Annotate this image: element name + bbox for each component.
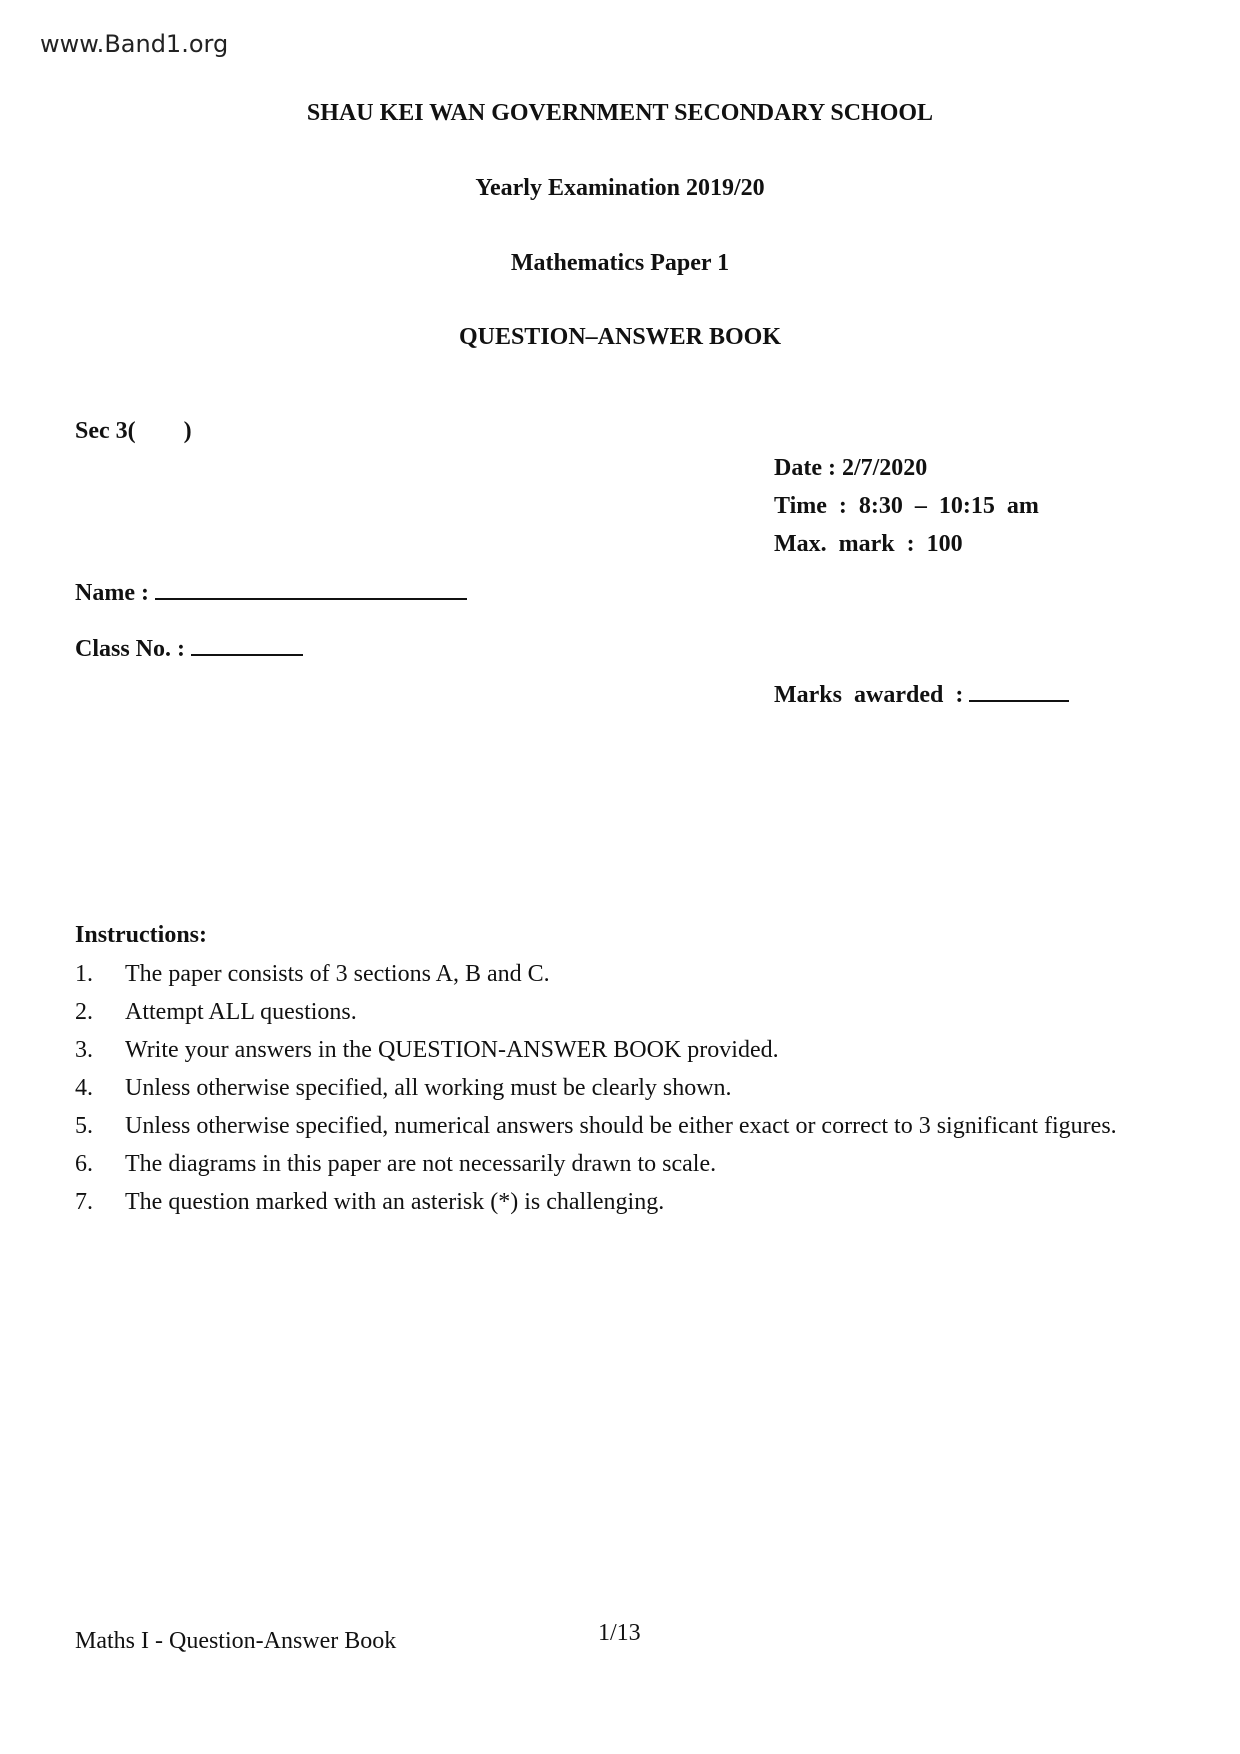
school-name: SHAU KEI WAN GOVERNMENT SECONDARY SCHOOL: [306, 100, 934, 126]
instructions-heading: Instructions:: [75, 922, 208, 948]
instruction-text: The question marked with an asterisk (*) is challenging.: [125, 1188, 665, 1215]
name-blank[interactable]: [155, 578, 467, 600]
instruction-text: Unless otherwise specified, numerical answers should be either exact or correct to 3 significant figures.: [125, 1112, 1117, 1139]
instruction-item: [75, 1145, 1117, 1183]
instruction-item: [75, 1107, 1117, 1145]
instruction-text: The diagrams in this paper are not necessarily drawn to scale.: [125, 1150, 717, 1177]
name-label: Name :: [75, 580, 149, 606]
instructions-list: [75, 955, 1117, 1221]
instruction-number: 2.: [75, 998, 93, 1025]
instruction-item: [75, 1183, 1117, 1221]
instruction-number: 7.: [75, 1188, 93, 1215]
max-mark-label: Max. mark : 100: [774, 531, 963, 557]
class-no-blank[interactable]: [191, 634, 303, 656]
instruction-number: 3.: [75, 1036, 93, 1063]
sec-field: [75, 418, 192, 445]
exam-title: Yearly Examination 2019/20: [475, 175, 765, 201]
time-label: Time : 8:30 – 10:15 am: [774, 493, 1039, 519]
instruction-number: 6.: [75, 1150, 93, 1177]
instruction-item: [75, 993, 1117, 1031]
watermark: www.Band1.org: [40, 30, 229, 58]
date-label: Date : 2/7/2020: [774, 455, 928, 481]
class-no-field: [75, 634, 303, 663]
class-no-label: Class No. :: [75, 636, 186, 662]
instructions: [75, 922, 1117, 1221]
instruction-number: 4.: [75, 1074, 93, 1101]
page-number: 1/13: [598, 1620, 641, 1646]
instruction-number: 5.: [75, 1112, 93, 1139]
sec-close: ): [183, 418, 192, 444]
book-title: QUESTION–ANSWER BOOK: [458, 324, 782, 350]
paper-title: Mathematics Paper 1: [510, 250, 730, 276]
marks-awarded-blank[interactable]: [969, 680, 1069, 702]
instruction-text: The paper consists of 3 sections A, B and C.: [125, 960, 550, 987]
instruction-text: Unless otherwise specified, all working must be clearly shown.: [125, 1074, 732, 1101]
sec-label: Sec 3(: [75, 418, 136, 444]
instruction-item: [75, 955, 1117, 993]
instruction-text: Attempt ALL questions.: [125, 998, 357, 1025]
instruction-number: 1.: [75, 960, 93, 987]
marks-awarded-field: [774, 680, 1069, 709]
instruction-item: [75, 1069, 1117, 1107]
instruction-item: [75, 1031, 1117, 1069]
footer-title: Maths I - Question-Answer Book: [75, 1628, 397, 1654]
name-field: [75, 578, 467, 607]
instruction-text: Write your answers in the QUESTION-ANSWER BOOK provided.: [125, 1036, 779, 1063]
marks-awarded-label: Marks awarded :: [774, 682, 964, 708]
